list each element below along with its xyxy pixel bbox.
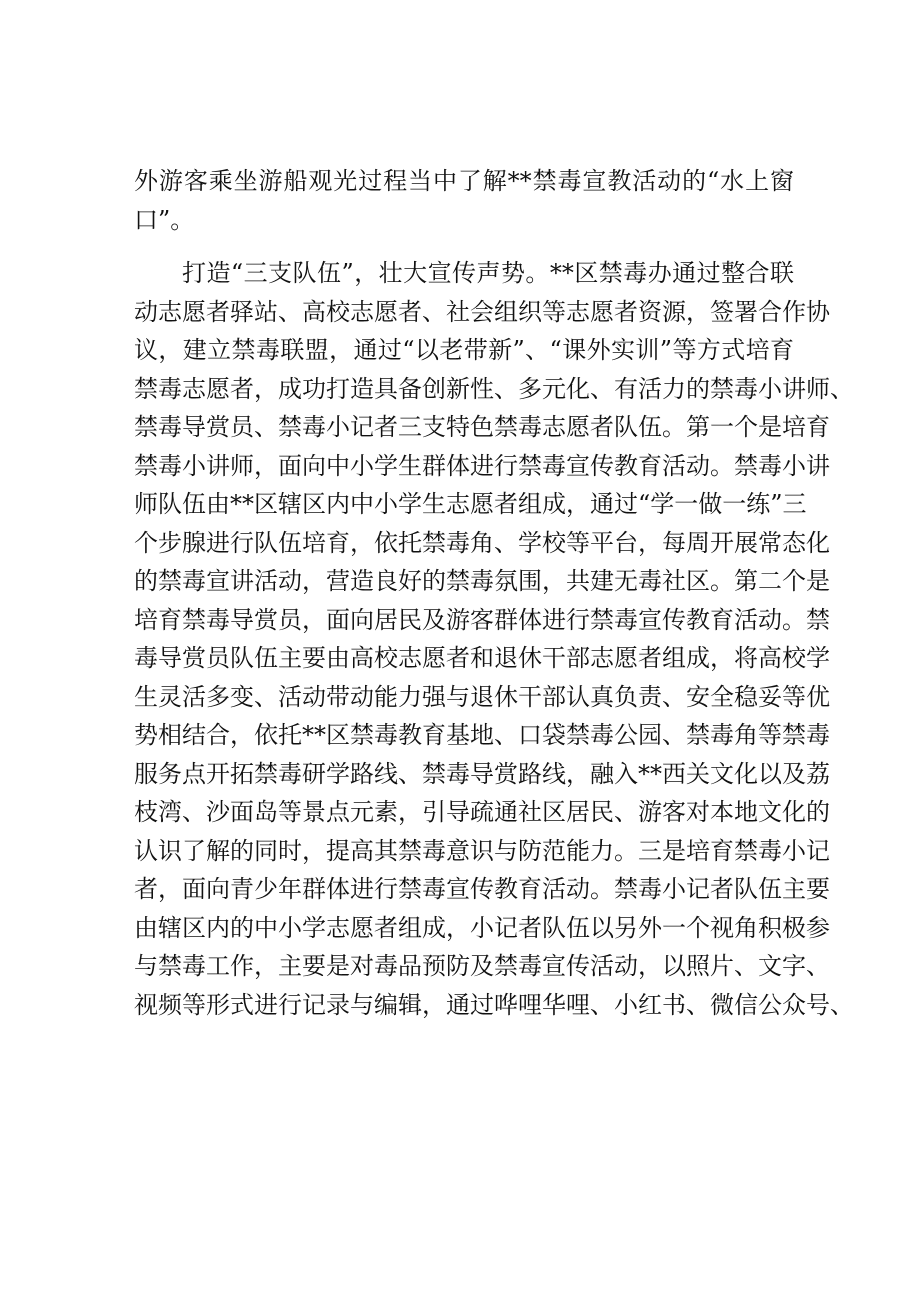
text-line: 师队伍由**区辖区内中小学生志愿者组成，通过“学一做一练”三 — [134, 490, 807, 518]
text-line: 外游客乘坐游船观光过程当中了解**禁毒宣教活动的“水上窗 — [134, 167, 794, 195]
text-line: 势相结合，依托**区禁毒教育基地、口袋禁毒公园、禁毒角等禁毒 — [134, 721, 830, 749]
text-line — [134, 1024, 794, 1063]
text-line: 个步腺进行队伍培育，依托禁毒角、学校等平台，每周开展常态化 — [134, 528, 830, 557]
text-line: 者，面向青少年群体进行禁毒宣传教育活动。禁毒小记者队伍主要 — [134, 875, 830, 903]
text-line: 服务点开拓禁毒研学路线、禁毒导赏路线，融入**西关文化以及荔 — [134, 759, 830, 788]
text-line: 与禁毒工作，主要是对毒品预防及禁毒宣传活动，以照片、文字、 — [134, 952, 830, 980]
text-line: 的禁毒宣讲活动，营造良好的禁毒氛围，共建无毒社区。第二个是 — [134, 567, 830, 595]
text-line: 禁毒导赏员、禁毒小记者三支特色禁毒志愿者队伍。第一个是培育 — [134, 413, 830, 441]
text-line: 视频等形式进行记录与编辑，通过哗哩华哩、小红书、微信公众号、 — [134, 990, 854, 1019]
text-line: 禁毒志愿者，成功打造具备创新性、多元化、有活力的禁毒小讲师、 — [134, 374, 854, 403]
paragraph-continuation — [134, 162, 794, 239]
text-line: 议，建立禁毒联盟，通过“以老带新”、“课外实训”等方式培育 — [134, 336, 794, 364]
text-line: 由辖区内的中小学志愿者组成，小记者队伍以另外一个视角积极参 — [134, 913, 830, 942]
text-line: 动志愿者驿站、高校志愿者、社会组织等志愿者资源，签署合作协 — [134, 297, 830, 326]
text-line: 口”。 — [134, 205, 195, 234]
text-line: 禁毒小讲师，面向中小学生群体进行禁毒宣传教育活动。禁毒小讲 — [134, 451, 830, 480]
text-line: 打造“三支队伍”，壮大宣传声势。**区禁毒办通过整合联 — [182, 259, 794, 287]
text-line: 枝湾、沙面岛等景点元素，引导疏通社区居民、游客对本地文化的 — [134, 798, 830, 826]
text-line: 认识了解的同时，提高其禁毒意识与防范能力。三是培育禁毒小记 — [134, 836, 830, 865]
text-line: 生灵活多变、活动带动能力强与退休干部认真负责、安全稳妥等优 — [134, 682, 830, 711]
paragraph-three-teams — [134, 254, 854, 1063]
text-line: 培育禁毒导赏员，面向居民及游客群体进行禁毒宣传教育活动。禁 — [134, 605, 830, 634]
text-line: 毒导赏员队伍主要由高校志愿者和退休干部志愿者组成，将高校学 — [134, 644, 830, 672]
